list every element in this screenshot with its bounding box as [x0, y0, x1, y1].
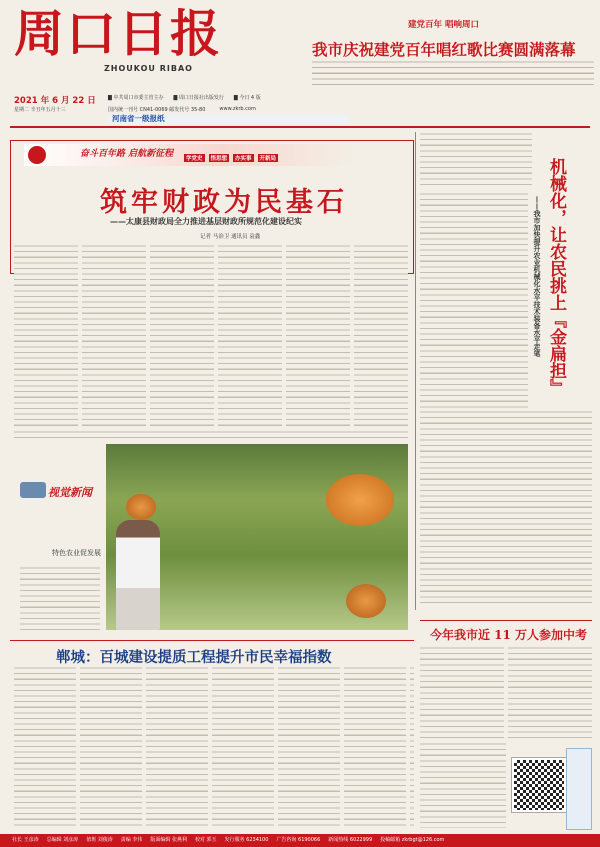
footer-bar: [0, 834, 600, 847]
banner-tag: 学党史: [186, 156, 203, 162]
right-top-text: [420, 132, 532, 188]
pumpkin: [346, 584, 386, 618]
section-rule-right: [420, 620, 592, 621]
info-item: ▇ 中共周口市委主管主办: [108, 95, 164, 101]
feature-subheadline: ——太康县财政局全力推进基层财政所规范化建设纪实: [110, 217, 302, 226]
camera-icon: [20, 482, 46, 498]
bottom-right-text-2: [420, 742, 506, 828]
banner-text: 奋斗百年路 启航新征程: [80, 149, 174, 159]
bottom-left-headline: 郸城：百城建设提质工程提升市民幸福指数: [56, 649, 332, 666]
feature-headline: 筑牢财政为民基石: [100, 187, 348, 218]
footer-item: 版面编辑 张燕利: [150, 837, 187, 843]
bottom-right-text: [420, 646, 592, 740]
feature-text-columns: [14, 244, 408, 430]
newspaper-pinyin: ZHOUKOU RIBAO: [104, 64, 193, 73]
website[interactable]: www.zkrb.com: [219, 106, 256, 112]
photo-caption-text: [20, 566, 100, 634]
bottom-left-text: [14, 666, 414, 828]
info-item: ▇ 今日 4 版: [233, 95, 261, 101]
newspaper-title: 周口日报: [14, 4, 222, 63]
qr-side-badge: [566, 748, 592, 830]
org-label: 河南省一级报纸: [112, 114, 165, 123]
banner-tag: 开新局: [259, 156, 277, 162]
banner-tag: 悟思想: [210, 156, 228, 162]
lunar-date: 星期二 辛丑年五月十三: [14, 107, 66, 113]
masthead-rule: [10, 126, 590, 128]
footer-item: 值班 刘俊涛: [86, 837, 113, 843]
footer-item[interactable]: 投稿邮箱 zkrbgt@126.com: [380, 837, 445, 843]
org-badge: [108, 114, 348, 124]
bottom-right-headline: 今年我市近 11 万人参加中考: [430, 628, 588, 642]
person-figure: [116, 520, 160, 630]
banner-tag: 办实事: [235, 156, 252, 162]
feature-text-columns-lower: [14, 430, 408, 442]
feature-banner: [24, 144, 354, 166]
footer-item: 新闻热线 6022999: [328, 837, 373, 843]
pumpkin: [126, 494, 156, 520]
right-story-headline: 机械化，让农民挑上『金扁担』: [546, 158, 566, 396]
slogan: 建党百年 唱响周口: [408, 20, 479, 30]
publication-codes: 国内统一刊号 CN41-0069 邮发代号 35-80: [108, 107, 206, 113]
top-headline: 我市庆祝建党百年唱红歌比赛圆满落幕: [312, 40, 576, 59]
photo-news-tag: 视觉新闻: [48, 486, 92, 499]
footer-item: 总编辑 刘彦涛: [46, 837, 79, 843]
section-rule: [10, 640, 414, 641]
party-emblem-icon: [28, 146, 46, 164]
top-story-text: [312, 60, 594, 86]
footer-items: [0, 834, 600, 847]
qr-code[interactable]: [512, 758, 566, 812]
footer-item: 发行服务 6234100: [224, 837, 269, 843]
footer-item: 校对 郭玉: [194, 837, 217, 843]
issue-date: 2021 年 6 月 22 日: [14, 96, 96, 106]
right-story-subheadline: ——我市加快提升农业机械化水平技术装备水平走笔: [533, 196, 541, 357]
footer-item: 社长 王彦涛: [12, 837, 39, 843]
banner-tags: [184, 154, 278, 162]
pumpkin: [326, 474, 394, 526]
footer-item: 广告咨询 6190066: [276, 837, 321, 843]
info-item: ▇ 周口日报社出版发行: [173, 95, 224, 101]
news-photo: [106, 444, 408, 630]
feature-byline: 记者 马治卫 通讯员 袁鑫: [200, 234, 261, 240]
column-divider: [415, 132, 416, 610]
info-row-2: [108, 106, 256, 113]
photo-caption-title: 特色农业促发展: [52, 549, 101, 557]
right-story-text-wide: [420, 410, 592, 606]
footer-item: 责编 李伟: [120, 837, 143, 843]
info-row: [108, 94, 261, 101]
